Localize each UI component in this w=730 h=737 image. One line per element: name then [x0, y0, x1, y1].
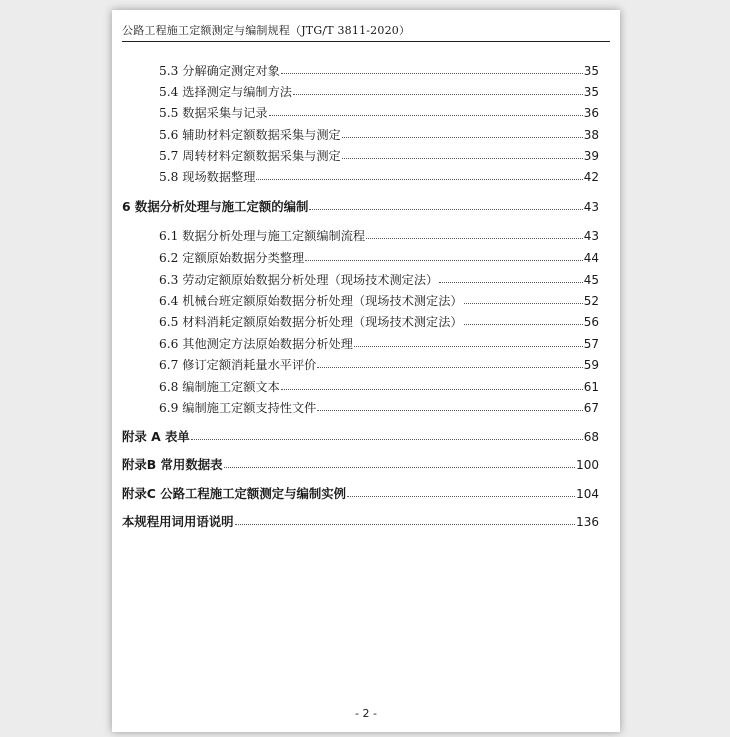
toc-entry-label: 6.4 机械台班定额原始数据分析处理（现场技术测定法）: [159, 294, 463, 308]
toc-entry[interactable]: [159, 379, 599, 395]
toc-entry-page: 136: [576, 515, 599, 529]
toc-entry-label: 6.9 编制施工定额支持性文件: [159, 401, 317, 415]
toc-entry-page: 43: [583, 200, 599, 214]
toc-entry[interactable]: [159, 148, 599, 164]
leader-dots: [464, 314, 583, 325]
toc-entry-label: 5.3 分解确定测定对象: [159, 64, 280, 78]
toc-entry[interactable]: [159, 314, 599, 330]
leader-dots: [309, 199, 582, 210]
toc-entry-page: 57: [583, 337, 599, 351]
toc-entry[interactable]: [159, 63, 599, 79]
toc-entry-page: 52: [583, 294, 599, 308]
leader-dots: [224, 457, 576, 468]
toc-entry-page: 67: [583, 401, 599, 415]
toc-entry[interactable]: [159, 357, 599, 373]
toc-entry-label: 附录B 常用数据表: [122, 457, 223, 472]
toc-entry[interactable]: [159, 127, 599, 143]
leader-dots: [293, 84, 583, 95]
leader-dots: [269, 105, 583, 116]
toc-entry-page: 100: [576, 458, 599, 472]
toc-entry[interactable]: [159, 400, 599, 416]
toc-entry-label: 6.7 修订定额消耗量水平评价: [159, 358, 317, 372]
toc-chapter-entry[interactable]: [122, 199, 599, 215]
toc-entry[interactable]: [159, 293, 599, 309]
toc-entry-label: 5.8 现场数据整理: [159, 170, 256, 184]
leader-dots: [317, 357, 582, 368]
toc-entry-page: 35: [583, 85, 599, 99]
toc-entry[interactable]: [159, 228, 599, 244]
leader-dots: [366, 228, 583, 239]
leader-dots: [256, 169, 582, 180]
toc-entry[interactable]: [159, 250, 599, 266]
toc-entry-page: 43: [583, 229, 599, 243]
leader-dots: [235, 514, 576, 525]
toc-entry[interactable]: [159, 84, 599, 100]
toc-entry-label: 5.7 周转材料定额数据采集与测定: [159, 149, 341, 163]
leader-dots: [354, 336, 583, 347]
toc-entry-label: 附录 A 表单: [122, 429, 190, 444]
toc-entry-page: 39: [583, 149, 599, 163]
toc-entry-label: 6.1 数据分析处理与施工定额编制流程: [159, 229, 366, 243]
toc-entry[interactable]: [159, 336, 599, 352]
toc-entry-page: 56: [583, 315, 599, 329]
toc-appendix-entry[interactable]: [122, 486, 599, 502]
leader-dots: [342, 148, 583, 159]
leader-dots: [347, 486, 575, 497]
running-header: 公路工程施工定额测定与编制规程（JTG/T 3811-2020）: [122, 22, 610, 42]
toc-entry-label: 6.2 定额原始数据分类整理: [159, 251, 305, 265]
toc-entry-label: 6.3 劳动定额原始数据分析处理（现场技术测定法）: [159, 273, 439, 287]
toc-entry[interactable]: [159, 105, 599, 121]
leader-dots: [305, 250, 583, 261]
leader-dots: [342, 127, 583, 138]
toc-entry-page: 59: [583, 358, 599, 372]
document-page: [112, 10, 620, 732]
toc-entry-label: 6.8 编制施工定额文本: [159, 380, 280, 394]
toc-appendix-entry[interactable]: [122, 457, 599, 473]
toc-entry-label: 6 数据分析处理与施工定额的编制: [122, 199, 309, 214]
toc-entry[interactable]: [159, 169, 599, 185]
toc-entry-label: 5.4 选择测定与编制方法: [159, 85, 292, 99]
toc-entry[interactable]: [159, 272, 599, 288]
toc-explanation-entry[interactable]: [122, 514, 599, 530]
toc-appendix-entry[interactable]: [122, 429, 599, 445]
page-number: - 2 -: [355, 707, 377, 720]
toc-entry-label: 6.5 材料消耗定额原始数据分析处理（现场技术测定法）: [159, 315, 463, 329]
leader-dots: [281, 379, 583, 390]
toc-entry-page: 38: [583, 128, 599, 142]
toc-entry-page: 35: [583, 64, 599, 78]
toc-entry-page: 45: [583, 273, 599, 287]
toc-entry-label: 本规程用词用语说明: [122, 514, 234, 529]
toc-entry-page: 44: [583, 251, 599, 265]
toc-entry-page: 61: [583, 380, 599, 394]
toc-entry-page: 104: [576, 487, 599, 501]
leader-dots: [281, 63, 583, 74]
toc-entry-label: 附录C 公路工程施工定额测定与编制实例: [122, 486, 347, 501]
toc-entry-label: 5.6 辅助材料定额数据采集与测定: [159, 128, 341, 142]
leader-dots: [464, 293, 583, 304]
toc-entry-page: 36: [583, 106, 599, 120]
toc-entry-label: 5.5 数据采集与记录: [159, 106, 268, 120]
toc-entry-page: 42: [583, 170, 599, 184]
leader-dots: [191, 429, 583, 440]
leader-dots: [439, 272, 583, 283]
toc-entry-label: 6.6 其他测定方法原始数据分析处理: [159, 337, 353, 351]
leader-dots: [317, 400, 582, 411]
toc-entry-page: 68: [583, 430, 599, 444]
